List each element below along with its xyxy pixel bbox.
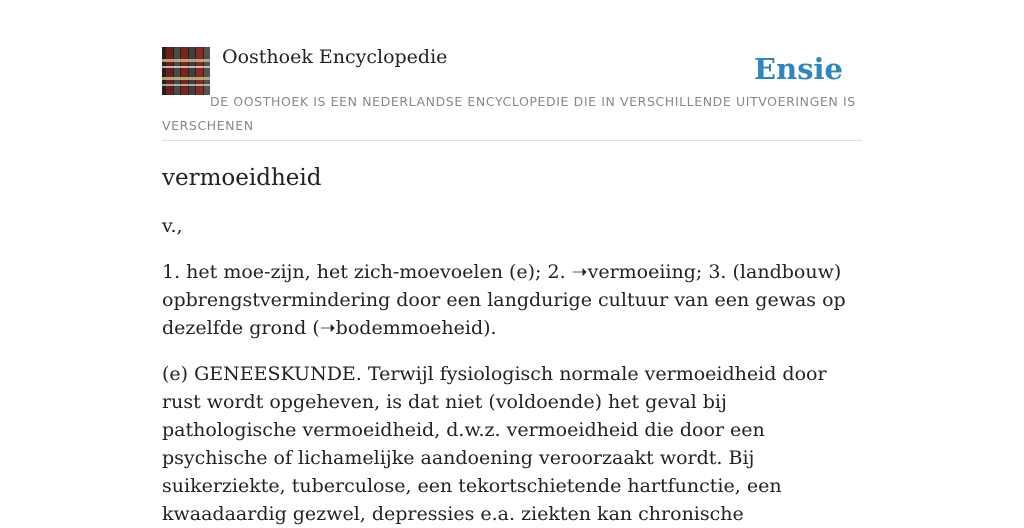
source-title[interactable]: Oosthoek Encyclopedie bbox=[222, 46, 448, 68]
xref-link-bodemmoeheid[interactable]: ➝bodemmoeheid bbox=[319, 317, 484, 339]
xref-link-vermoeiing[interactable]: ➝vermoeiing bbox=[571, 261, 696, 283]
source-header bbox=[162, 46, 862, 141]
article-term: vermoeidheid bbox=[162, 165, 322, 191]
definition-paragraph bbox=[162, 258, 862, 342]
medical-paragraph: (e) GENEESKUNDE. Terwijl fysiologisch normale vermoeidheid door rust wordt opgeheven, is dat niet (voldoende) het geval bij pathologische vermoeidheid, d.w.z. vermoeidheid die door een psychische of lichamelijke aandoening veroorzaakt wordt. Bij suikerziekte, tuberculose, een tekortschietende hartfunctie, een kwaadaardig gezwel, depressies e.a. ziekten kan chronische bbox=[162, 363, 827, 525]
article-content bbox=[162, 160, 862, 528]
definition-text-1: 1. het moe-zijn, het zich-moevoelen (e); 2. bbox=[162, 261, 572, 283]
source-description: DE OOSTHOEK IS EEN NEDERLANDSE ENCYCLOPEDIE DIE IN VERSCHILLENDE UITVOERINGEN IS VERSCHENEN bbox=[162, 94, 856, 133]
ensie-logo-link[interactable]: Ensie bbox=[754, 52, 843, 86]
source-avatar[interactable] bbox=[162, 47, 210, 95]
definition-text-2: ; 3. (landbouw) opbrengstvermindering door een langdurige cultuur van een gewas op dezelfde grond ( bbox=[162, 261, 846, 339]
grammar-label: v., bbox=[162, 215, 183, 237]
encyclopedia-books-icon bbox=[162, 47, 210, 95]
definition-text-3: ). bbox=[483, 317, 497, 339]
